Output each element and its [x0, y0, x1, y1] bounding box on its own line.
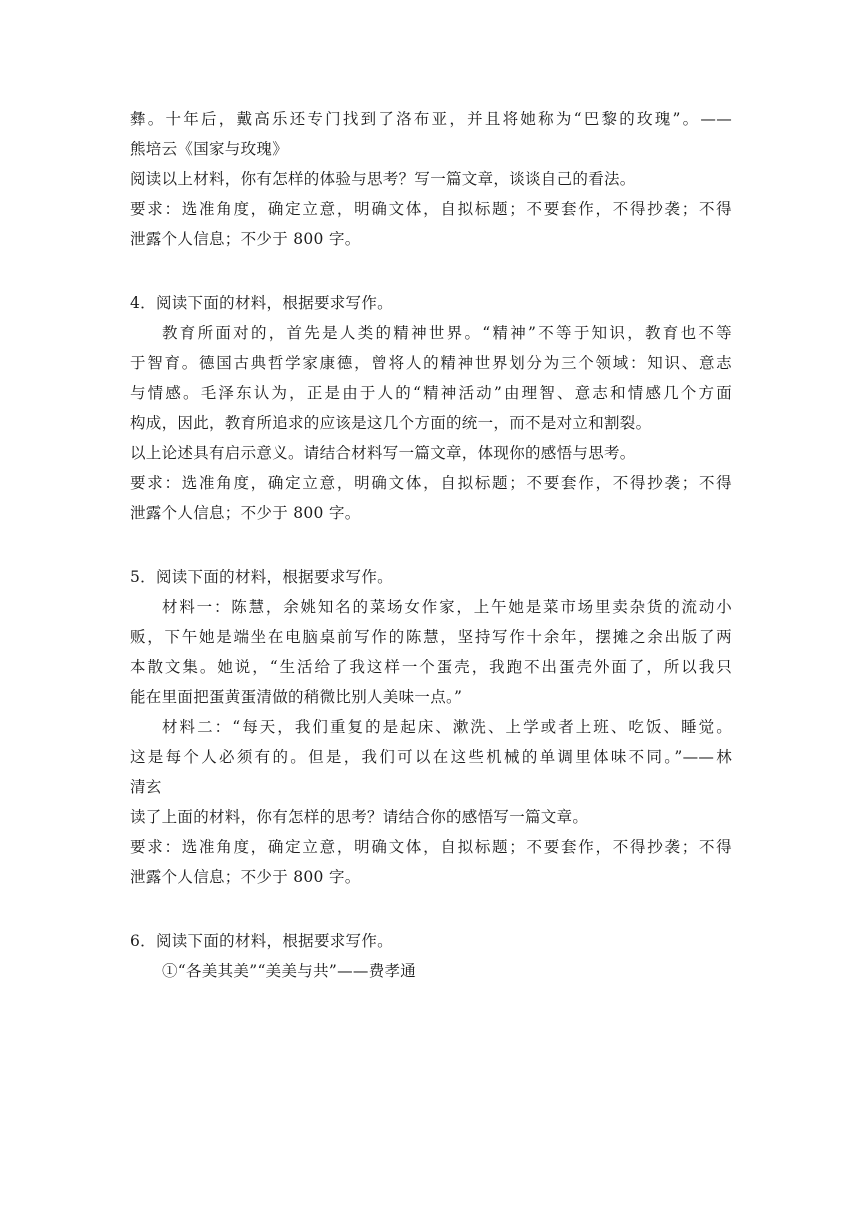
requirement-line: 要求：选准角度，确定立意，明确文体，自拟标题；不要套作，不得抄袭；不得: [130, 474, 732, 492]
material-one-line: 材料一：陈慧，余姚知名的菜场女作家，上午她是菜市场里卖杂货的流动小: [162, 598, 732, 616]
question-6: [130, 926, 732, 986]
spacer: [130, 254, 732, 288]
material-two-line: 这是每个人必须有的。但是，我们可以在这些机械的单调里体味不同。”——林: [130, 748, 732, 766]
material-line: 与情感。毛泽东认为，正是由于人的“精神活动”由理智、意志和情感几个方面: [130, 384, 732, 402]
spacer: [130, 528, 732, 562]
question-4: [130, 288, 732, 528]
question-5: [130, 562, 732, 892]
document-page: [130, 104, 732, 986]
requirement-line: 要求：选准角度，确定立意，明确文体，自拟标题；不要套作，不得抄袭；不得: [130, 838, 732, 856]
requirement-line: 要求：选准角度，确定立意，明确文体，自拟标题；不要套作，不得抄袭；不得: [130, 200, 732, 218]
material-one-line: 能在里面把蛋黄蛋清做的稍微比别人美味一点。”: [130, 688, 463, 706]
requirement-line: 泄露个人信息；不少于 800 字。: [130, 230, 361, 248]
writing-prompt: 阅读以上材料，你有怎样的体验与思考？写一篇文章，谈谈自己的看法。: [130, 170, 636, 188]
material-two-line: 材料二：“每天，我们重复的是起床、漱洗、上学或者上班、吃饭、睡觉。: [162, 718, 732, 736]
question-3-tail: [130, 104, 732, 254]
requirement-line: 泄露个人信息；不少于 800 字。: [130, 504, 361, 522]
material-line: 彝。十年后，戴高乐还专门找到了洛布亚，并且将她称为“巴黎的玫瑰”。——: [130, 110, 732, 128]
question-heading: 5．阅读下面的材料，根据要求写作。: [130, 568, 393, 586]
writing-prompt: 读了上面的材料，你有怎样的思考？请结合你的感悟写一篇文章。: [130, 808, 589, 826]
material-line: 于智育。德国古典哲学家康德，曾将人的精神世界划分为三个领域：知识、意志: [130, 354, 732, 372]
material-line: 构成，因此，教育所追求的应该是这几个方面的统一，而不是对立和割裂。: [130, 414, 652, 432]
material-one-line: 贩，下午她是端坐在电脑桌前写作的陈慧，坚持写作十余年，摆摊之余出版了两: [130, 628, 732, 646]
spacer: [130, 892, 732, 926]
question-heading: 4．阅读下面的材料，根据要求写作。: [130, 294, 393, 312]
material-item: ①“各美其美”“美美与共”——费孝通: [162, 962, 417, 980]
writing-prompt: 以上论述具有启示意义。请结合材料写一篇文章，体现你的感悟与思考。: [130, 444, 636, 462]
material-two-line: 清玄: [130, 778, 162, 796]
material-line: 教育所面对的，首先是人类的精神世界。“精神”不等于知识，教育也不等: [162, 324, 732, 342]
question-heading: 6．阅读下面的材料，根据要求写作。: [130, 932, 393, 950]
requirement-line: 泄露个人信息；不少于 800 字。: [130, 868, 361, 886]
material-one-line: 本散文集。她说，“生活给了我这样一个蛋壳，我跑不出蛋壳外面了，所以我只: [130, 658, 732, 676]
material-source: 熊培云《国家与玫瑰》: [130, 140, 289, 158]
